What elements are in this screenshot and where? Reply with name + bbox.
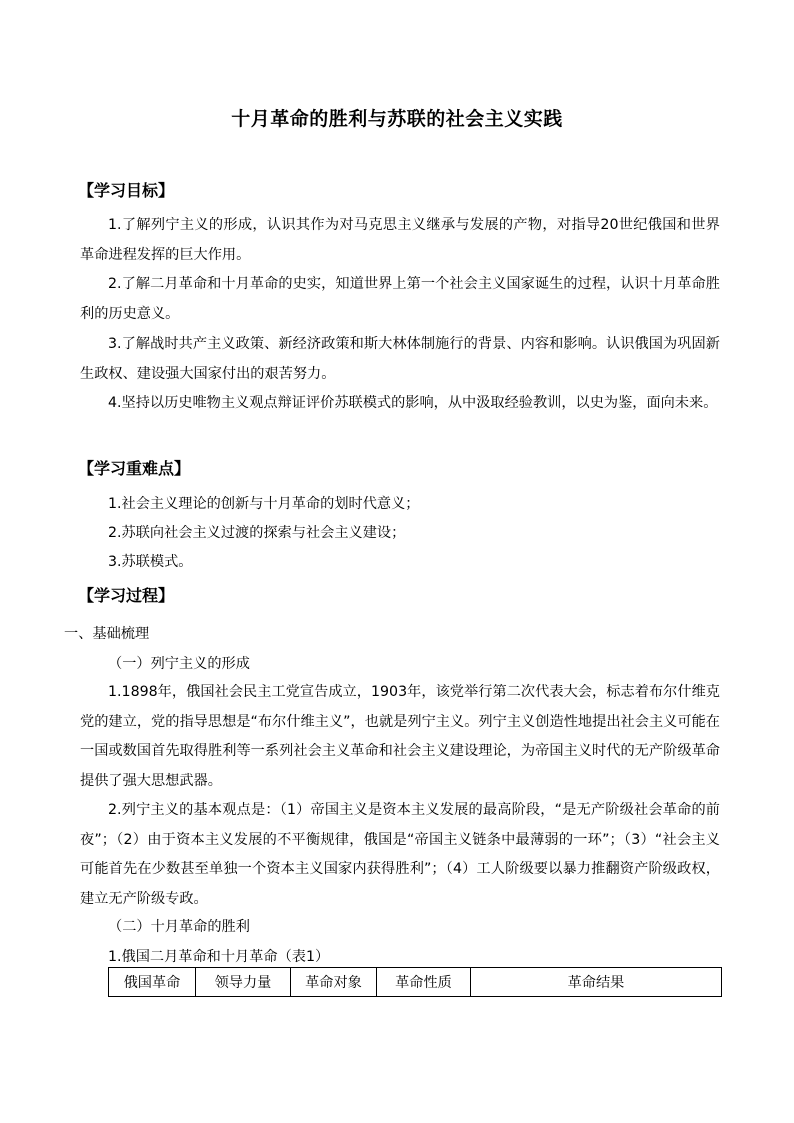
table-header-cell: 革命对象 — [291, 968, 377, 997]
key-points-heading: 【学习重难点】 — [78, 459, 191, 478]
paragraph: 2.列宁主义的基本观点是：（1）帝国主义是资本主义发展的最高阶段，“是无产阶级社会革命的前夜”；（2）由于资本主义发展的不平衡规律，俄国是“帝国主义链条中最薄弱的一环”；（3）“社会主义可能首先在少数甚至单独一个资本主义国家内获得胜利”；（4）工人阶级要以暴力推翻资产阶级政权，建立无产阶级专政。 — [80, 802, 720, 907]
revolution-table — [108, 967, 722, 997]
table-header-row — [109, 968, 722, 997]
objectives-heading: 【学习目标】 — [78, 181, 175, 200]
table-header-cell: 革命结果 — [471, 968, 722, 997]
objective-item: 3.了解战时共产主义政策、新经济政策和斯大林体制施行的背景、内容和影响。认识俄国为巩固新生政权、建设强大国家付出的艰苦努力。 — [80, 336, 720, 382]
table-header-cell: 俄国革命 — [109, 968, 196, 997]
table-header-cell: 革命性质 — [377, 968, 471, 997]
paragraph: 1.1898年，俄国社会民主工党宣告成立，1903年，该党举行第二次代表大会，标志着布尔什维克党的建立，党的指导思想是“布尔什维主义”，也就是列宁主义。列宁主义创造性地提出社会主义可能在一国或数国首先取得胜利等一系列社会主义革命和社会主义建设理论，为帝国主义时代的无产阶级革命提供了强大思想武器。 — [80, 684, 720, 789]
table-caption: 1.俄国二月革命和十月革命（表1） — [108, 949, 330, 965]
subsection-heading: （一）列宁主义的形成 — [108, 656, 250, 672]
part-heading: 一、基础梳理 — [64, 626, 150, 642]
table-header-cell: 领导力量 — [196, 968, 291, 997]
key-point-item: 3.苏联模式。 — [108, 554, 193, 570]
process-heading: 【学习过程】 — [78, 586, 175, 605]
key-point-item: 2.苏联向社会主义过渡的探索与社会主义建设； — [108, 525, 406, 541]
objective-item: 1.了解列宁主义的形成，认识其作为对马克思主义继承与发展的产物，对指导20世纪俄国和世界革命进程发挥的巨大作用。 — [80, 217, 720, 263]
page-title: 十月革命的胜利与苏联的社会主义实践 — [231, 108, 563, 130]
objective-item: 2.了解二月革命和十月革命的史实，知道世界上第一个社会主义国家诞生的过程，认识十月革命胜利的历史意义。 — [80, 276, 720, 322]
key-point-item: 1.社会主义理论的创新与十月革命的划时代意义； — [108, 496, 420, 512]
subsection-heading: （二）十月革命的胜利 — [108, 919, 250, 935]
objective-item: 4.坚持以历史唯物主义观点辩证评价苏联模式的影响，从中汲取经验教训，以史为鉴，面向未来。 — [108, 395, 718, 411]
